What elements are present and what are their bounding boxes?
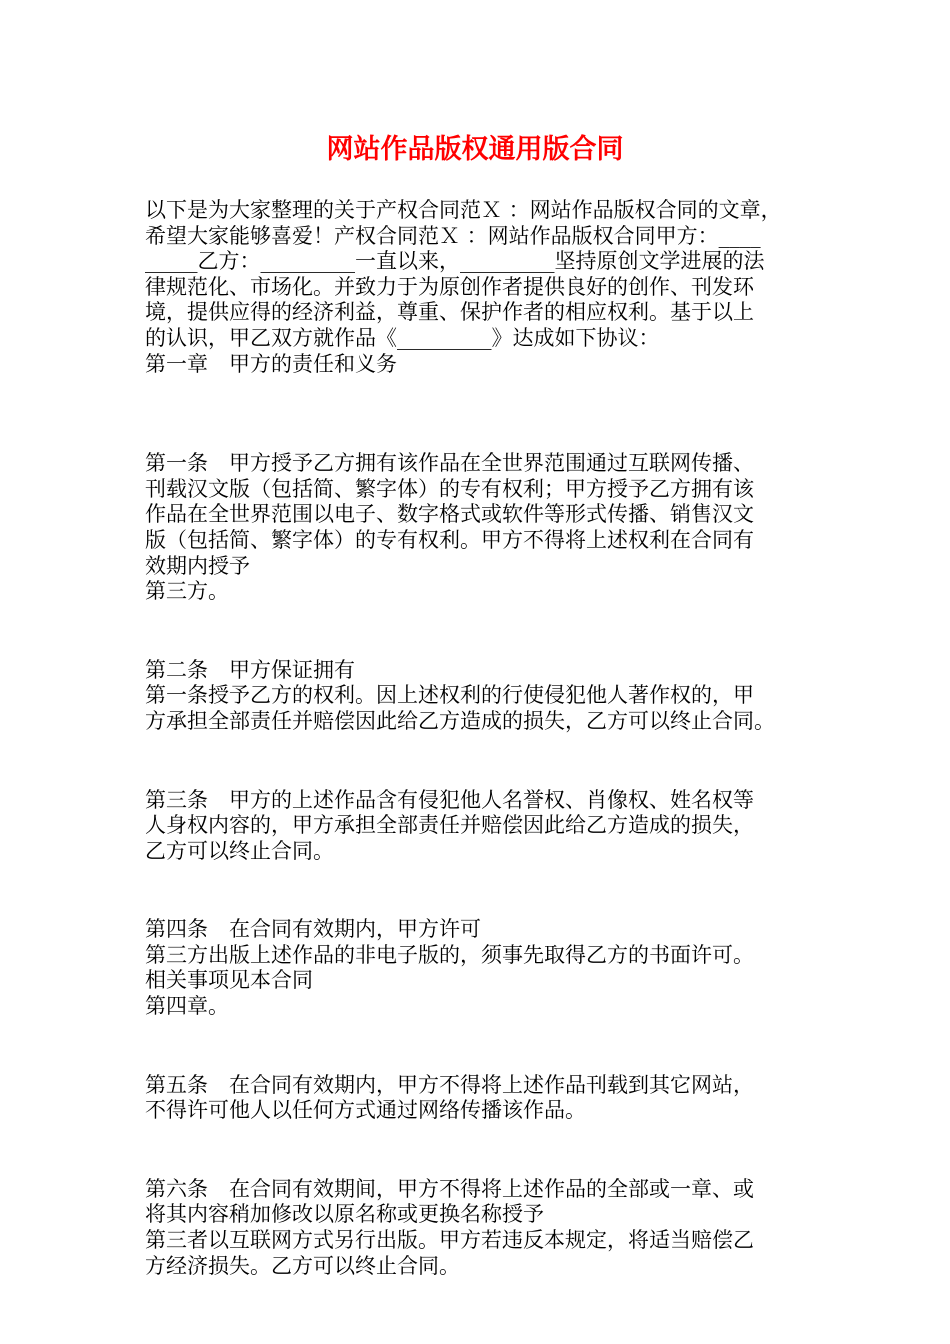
- intro-line: _____乙方：_________一直以来，_________坚持原创文学进展的法: [145, 249, 765, 274]
- article-5: [145, 1073, 810, 1124]
- article-line: 第一条授予乙方的权利。因上述权利的行使侵犯他人著作权的，甲: [145, 683, 754, 708]
- article-line: 第一条 甲方授予乙方拥有该作品在全世界范围通过互联网传播、: [145, 451, 754, 476]
- article-line: 相关事项见本合同: [145, 968, 313, 993]
- article-line: 刊载汉文版（包括简、繁字体）的专有权利；甲方授予乙方拥有该: [145, 476, 754, 501]
- article-line: 第三方出版上述作品的非电子版的，须事先取得乙方的书面许可。: [145, 942, 754, 967]
- article-line: 方经济损失。乙方可以终止合同。: [145, 1253, 460, 1278]
- article-4: [145, 917, 810, 1019]
- document-title: 网站作品版权通用版合同: [326, 134, 624, 165]
- article-line: 效期内授予: [145, 553, 250, 578]
- article-line: 版（包括简、繁字体）的专有权利。甲方不得将上述权利在合同有: [145, 527, 754, 552]
- article-line: 第三条 甲方的上述作品含有侵犯他人名誉权、肖像权、姓名权等: [145, 787, 754, 812]
- article-line: 第三者以互联网方式另行出版。甲方若违反本规定，将适当赔偿乙: [145, 1228, 754, 1253]
- article-3: [145, 788, 810, 865]
- document-body: [145, 198, 810, 1279]
- article-2: [145, 658, 810, 735]
- intro-line: 律规范化、市场化。并致力于为原创作者提供良好的创作、刊发环: [145, 274, 754, 299]
- chapter-heading: 第一章 甲方的责任和义务: [145, 351, 397, 376]
- article-line: 人身权内容的，甲方承担全部责任并赔偿因此给乙方造成的损失，: [145, 813, 754, 838]
- intro-paragraph: [145, 198, 810, 352]
- article-line: 方承担全部责任并赔偿因此给乙方造成的损失，乙方可以终止合同。: [145, 708, 775, 733]
- intro-line: 的认识，甲乙双方就作品《_________》达成如下协议：: [145, 325, 660, 350]
- article-line: 第四章。: [145, 994, 229, 1019]
- article-line: 不得许可他人以任何方式通过网络传播该作品。: [145, 1098, 586, 1123]
- article-line: 将其内容稍加修改以原名称或更换名称授予: [145, 1202, 544, 1227]
- article-line: 乙方可以终止合同。: [145, 838, 334, 863]
- article-line: 作品在全世界范围以电子、数字格式或软件等形式传播、销售汉文: [145, 502, 754, 527]
- article-6: [145, 1177, 810, 1279]
- intro-line: 境，提供应得的经济利益，尊重、保护作者的相应权利。基于以上: [145, 300, 754, 325]
- article-line: 第六条 在合同有效期间，甲方不得将上述作品的全部或一章、或: [145, 1176, 754, 1201]
- intro-line: 以下是为大家整理的关于产权合同范Ｘ ：网站作品版权合同的文章，: [145, 198, 782, 222]
- article-1: [145, 451, 810, 605]
- intro-line: 希望大家能够喜爱！产权合同范Ｘ ：网站作品版权合同甲方：____: [145, 223, 761, 248]
- article-line: 第三方。: [145, 579, 229, 604]
- article-line: 第四条 在合同有效期内，甲方许可: [145, 917, 481, 942]
- article-line: 第五条 在合同有效期内，甲方不得将上述作品刊载到其它网站，: [145, 1072, 754, 1097]
- article-line: 第二条 甲方保证拥有: [145, 657, 355, 682]
